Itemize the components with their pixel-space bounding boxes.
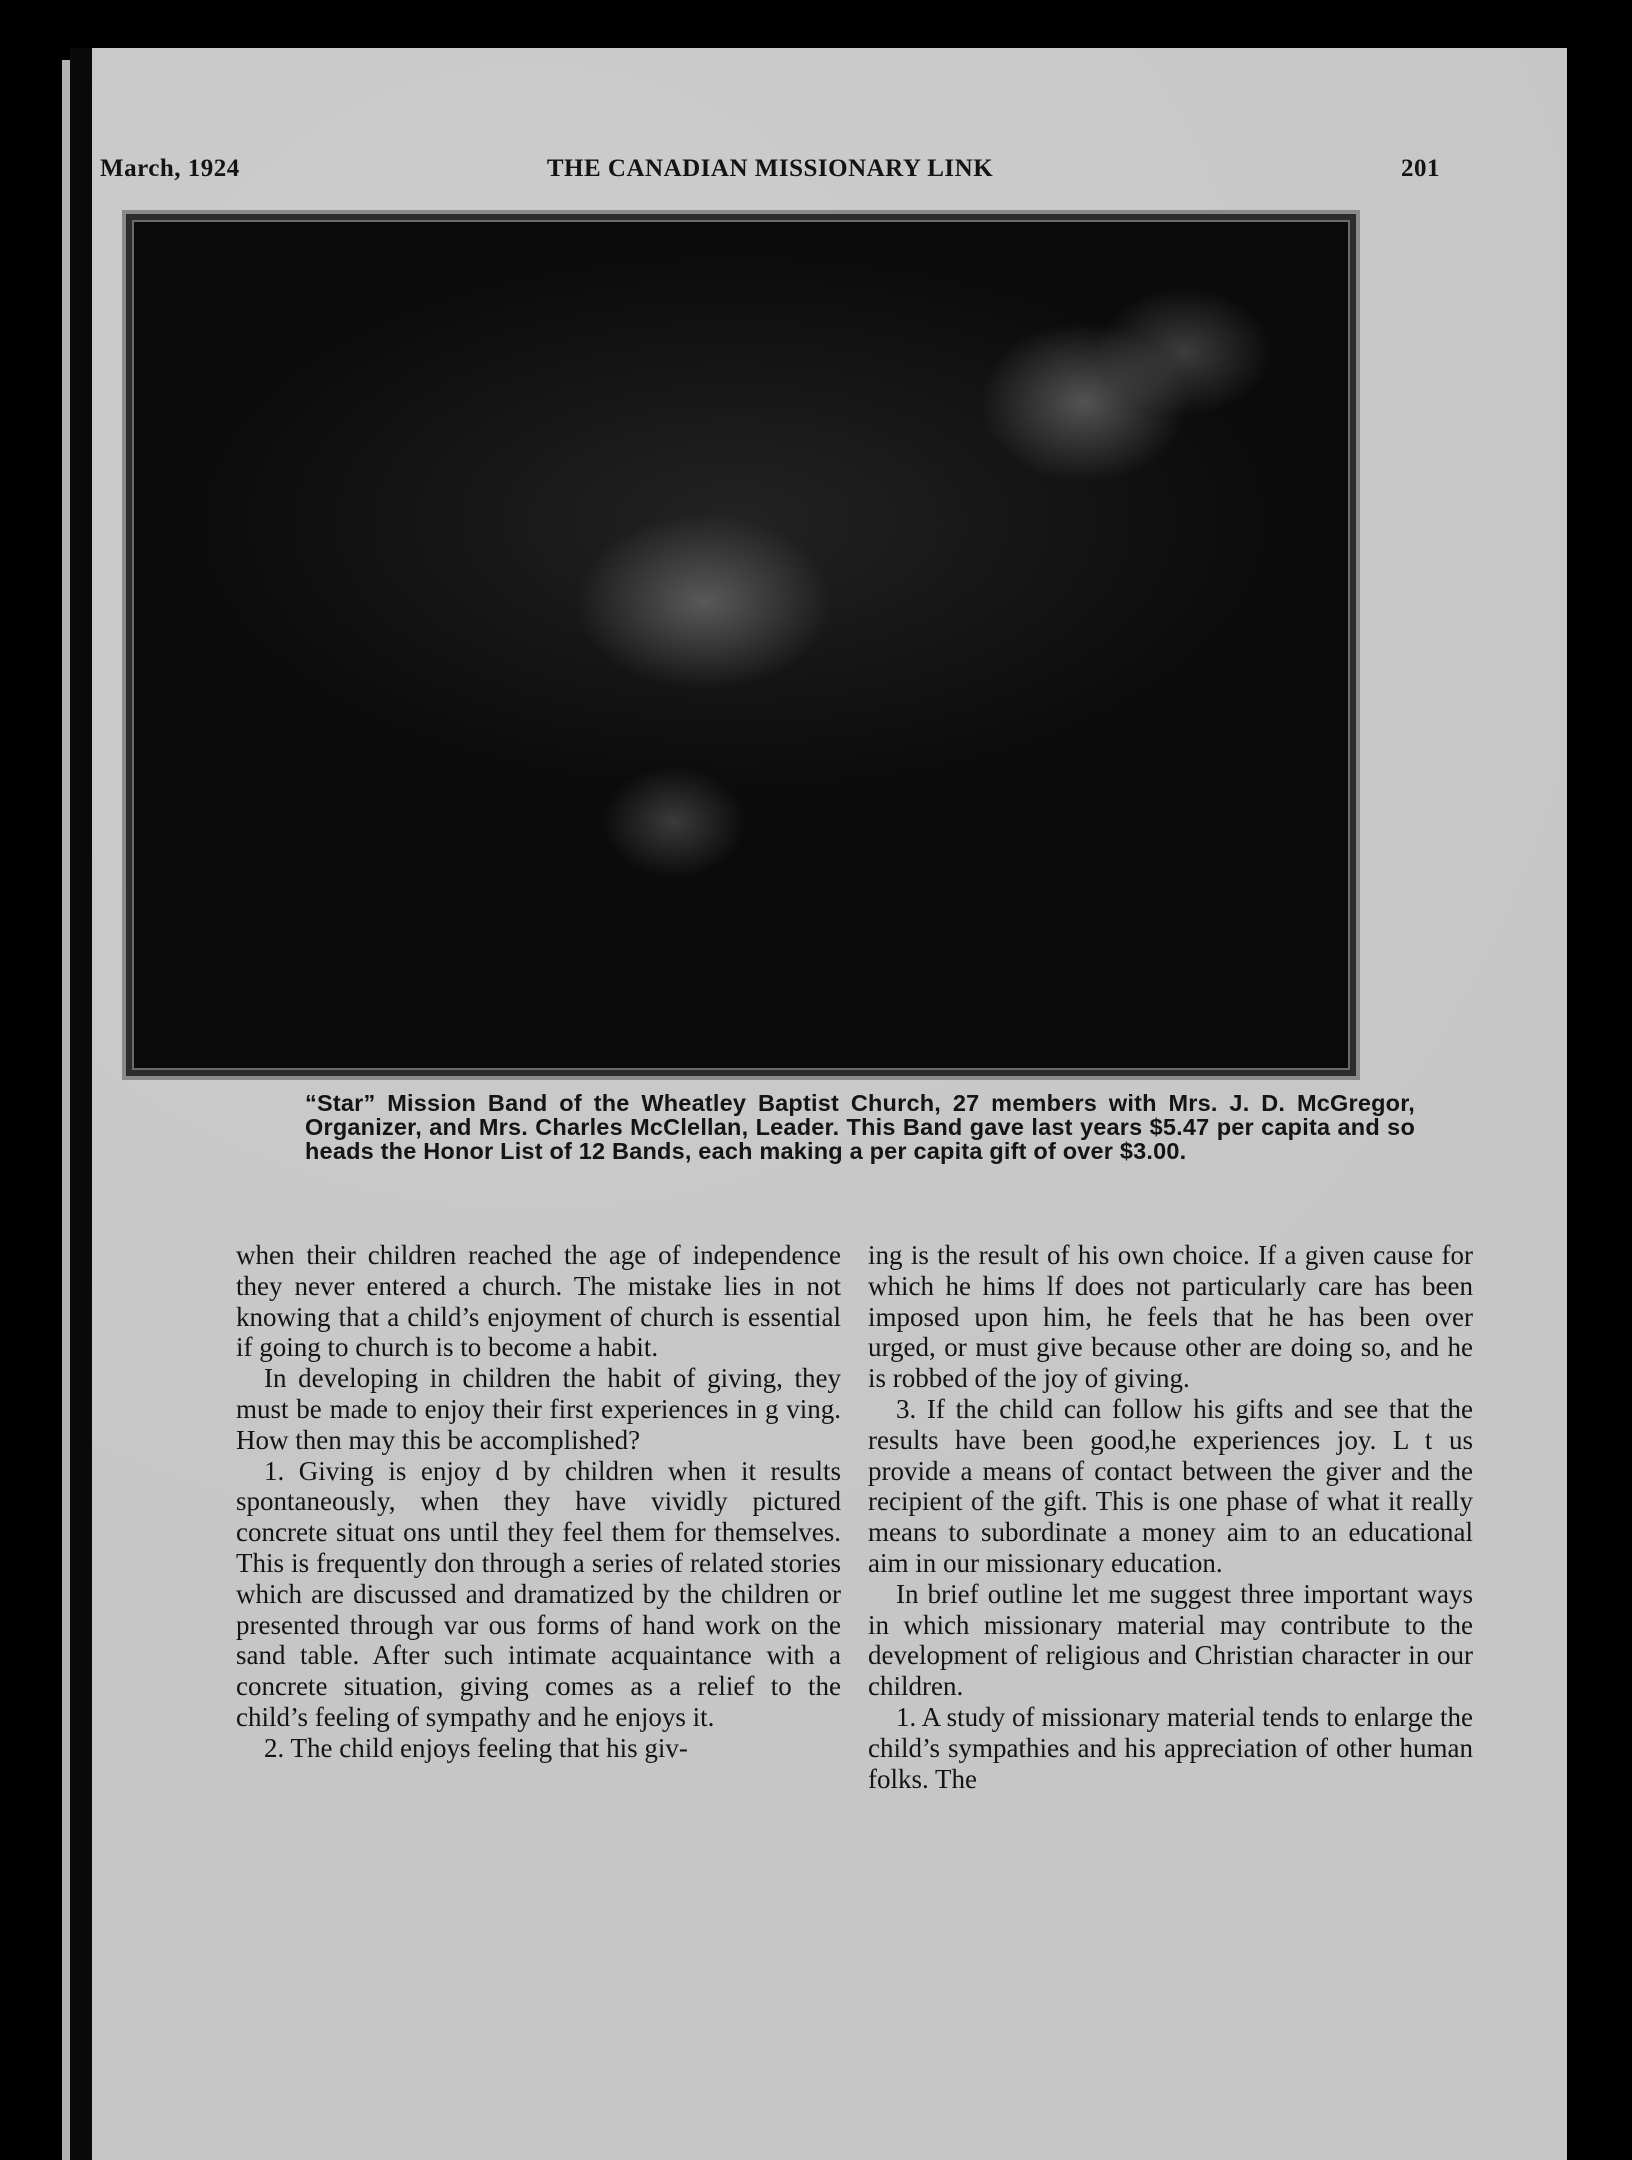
group-photograph: [122, 210, 1360, 1080]
paragraph: In brief outline let me suggest three important ways in which missionary material may contribute to the development of religious and Christian character in our children.: [868, 1578, 1473, 1702]
page-number: 201: [1401, 155, 1440, 182]
paragraph: 1. A study of missionary material tends to enlarge the child’s sympathies and his appreciation of other human folks. The: [868, 1701, 1473, 1794]
binding-spine: [70, 48, 92, 2160]
issue-date: March, 1924: [100, 155, 240, 182]
paragraph: 2. The child enjoys feeling that his giv-: [264, 1732, 688, 1763]
article-left-column: [236, 1240, 841, 1764]
paragraph: 1. Giving is enjoy d by children when it results spontaneously, when they have vividly pictured concrete situat ons until they feel them for themselves. This is frequently don through a series of related stories which are discussed and dramatized by the children or presented through var ous forms of hand work on the sand table. After such intimate acquaintance with a concrete situation, giving comes as a relief to the child’s feeling of sympathy and he enjoys it.: [236, 1455, 841, 1732]
running-head: [100, 155, 1440, 195]
paragraph: 3. If the child can follow his gifts and see that the results have been good,he experiences joy. L t us provide a means of contact between the giver and the recipient of the gift. This is one phase of what it really means to subordinate a money aim to an educational aim in our missionary education.: [868, 1393, 1473, 1578]
photograph-image: [132, 220, 1350, 1070]
photo-caption: “Star” Mission Band of the Wheatley Baptist Church, 27 members with Mrs. J. D. McGregor, Organizer, and Mrs. Charles McClellan, Leader. This Band gave last years $5.47 per capita and so heads the Honor List of 12 Bands, each making a per capita gift of over $3.00.: [305, 1090, 1415, 1164]
paragraph: when their children reached the age of independence they never entered a church. The mistake lies in not knowing that a child’s enjoyment of church is essential if going to church is to become a habit.: [236, 1240, 841, 1363]
scan-border-right: [1567, 48, 1632, 2160]
paragraph: ing is the result of his own choice. If a given cause for which he hims lf does not particularly care has been imposed upon him, he feels that he has been over urged, or must give because other are doing so, and he is robbed of the joy of giving.: [868, 1240, 1473, 1394]
article-right-column: [868, 1240, 1473, 1794]
scan-border-left: [0, 0, 62, 2160]
publication-title: THE CANADIAN MISSIONARY LINK: [546, 155, 994, 182]
paragraph: In developing in children the habit of giving, they must be made to enjoy their first experiences in g ving. How then may this be accomplished?: [236, 1363, 841, 1455]
